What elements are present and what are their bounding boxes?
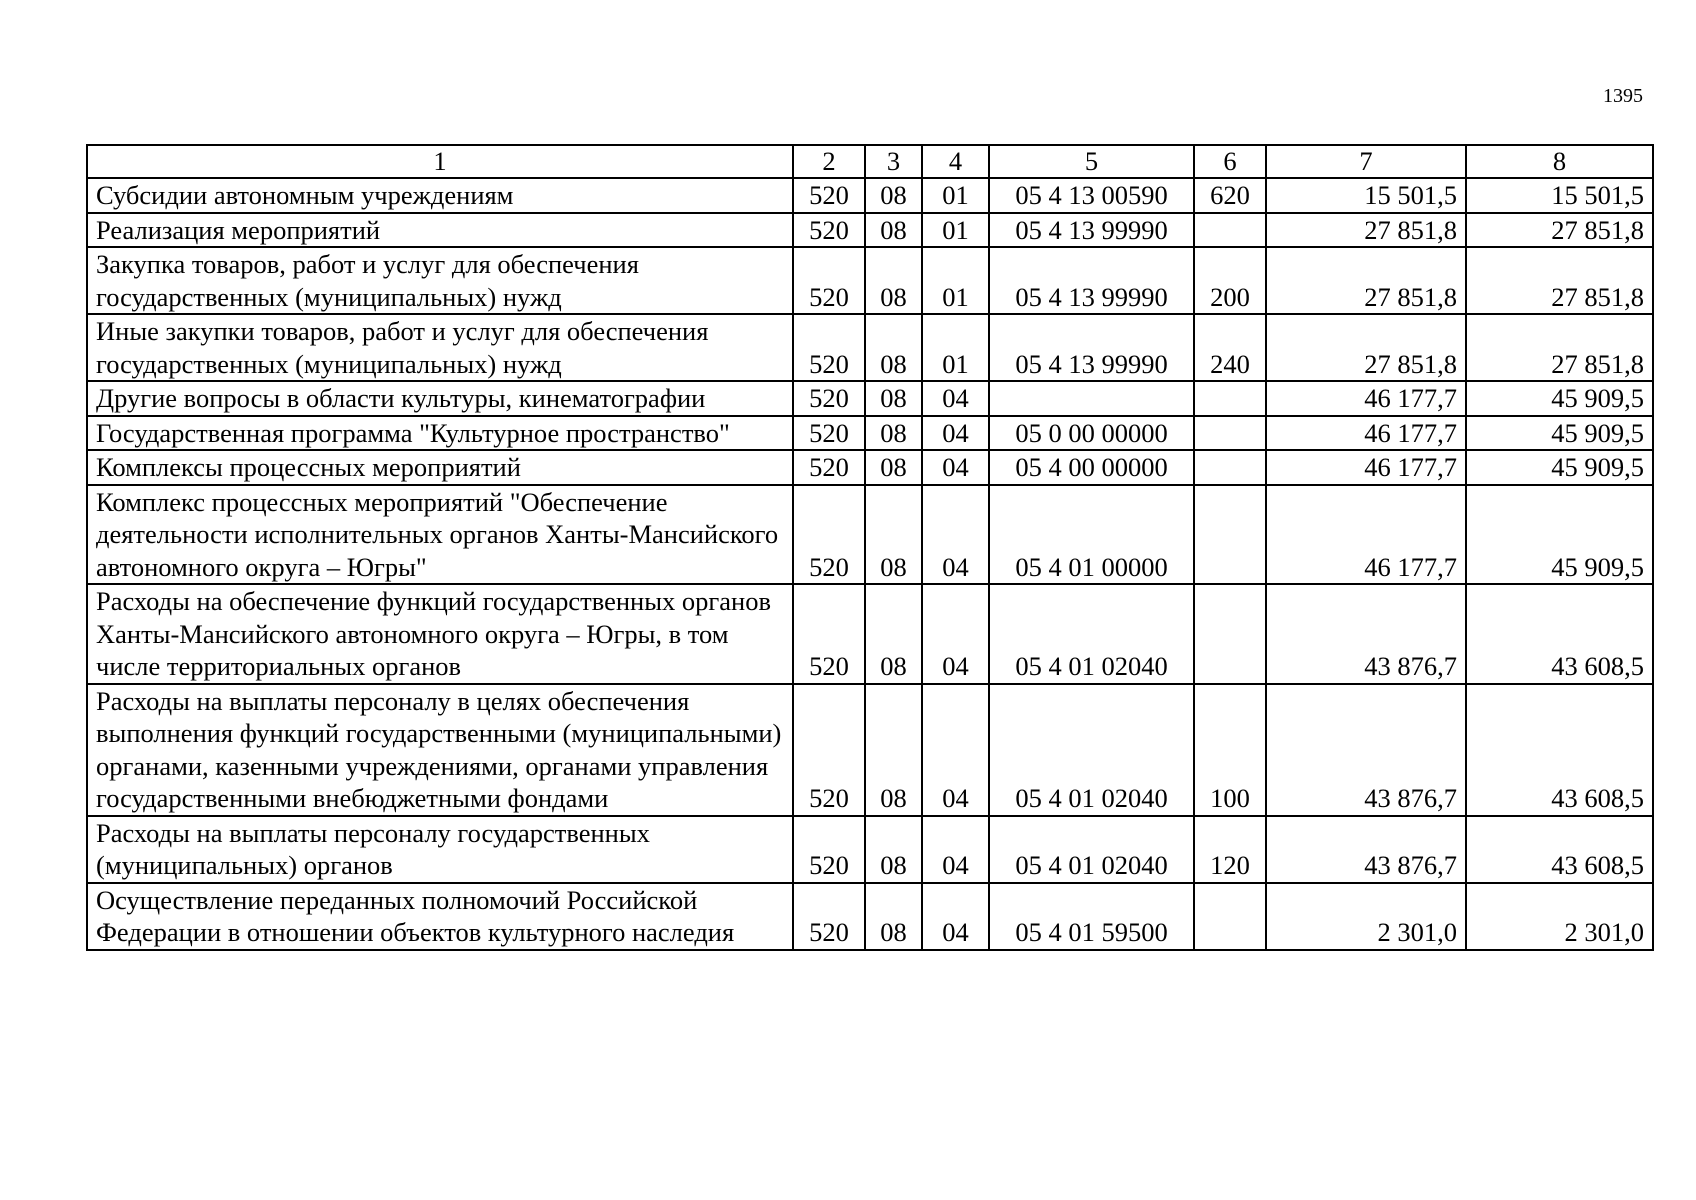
budget-table <box>86 144 1654 951</box>
table-header-row <box>87 145 1653 178</box>
cell-section: 08 <box>865 584 922 684</box>
cell-subsection: 01 <box>922 247 989 314</box>
cell-target-article: 05 4 01 02040 <box>989 584 1194 684</box>
header-cell: 7 <box>1266 145 1466 178</box>
row-name: Комплекс процессных мероприятий "Обеспечение деятельности исполнительных органов Ханты-Мансийского автономного округа – Югры" <box>87 485 793 585</box>
cell-expense-type: 200 <box>1194 247 1266 314</box>
cell-target-article: 05 4 01 02040 <box>989 684 1194 816</box>
header-cell: 8 <box>1466 145 1653 178</box>
cell-expense-type <box>1194 381 1266 416</box>
row-name: Другие вопросы в области культуры, кинематографии <box>87 381 793 416</box>
cell-target-article <box>989 381 1194 416</box>
cell-subsection: 01 <box>922 178 989 213</box>
header-cell: 2 <box>793 145 865 178</box>
cell-section: 08 <box>865 684 922 816</box>
table-row <box>87 883 1653 950</box>
cell-amount-2: 43 608,5 <box>1466 684 1653 816</box>
table-row <box>87 485 1653 585</box>
table-row <box>87 178 1653 213</box>
cell-admin-code: 520 <box>793 816 865 883</box>
cell-amount-1: 27 851,8 <box>1266 314 1466 381</box>
cell-amount-2: 43 608,5 <box>1466 584 1653 684</box>
row-name: Комплексы процессных мероприятий <box>87 450 793 485</box>
table-row <box>87 247 1653 314</box>
cell-amount-1: 27 851,8 <box>1266 213 1466 248</box>
cell-expense-type: 620 <box>1194 178 1266 213</box>
cell-amount-2: 45 909,5 <box>1466 416 1653 451</box>
cell-expense-type <box>1194 883 1266 950</box>
cell-section: 08 <box>865 485 922 585</box>
cell-admin-code: 520 <box>793 178 865 213</box>
row-name: Закупка товаров, работ и услуг для обеспечения государственных (муниципальных) нужд <box>87 247 793 314</box>
cell-admin-code: 520 <box>793 247 865 314</box>
row-name: Реализация мероприятий <box>87 213 793 248</box>
cell-amount-1: 43 876,7 <box>1266 816 1466 883</box>
cell-subsection: 04 <box>922 381 989 416</box>
cell-target-article: 05 4 13 99990 <box>989 314 1194 381</box>
cell-subsection: 04 <box>922 450 989 485</box>
cell-expense-type <box>1194 416 1266 451</box>
cell-section: 08 <box>865 816 922 883</box>
cell-admin-code: 520 <box>793 450 865 485</box>
cell-expense-type: 120 <box>1194 816 1266 883</box>
cell-subsection: 04 <box>922 584 989 684</box>
cell-target-article: 05 4 01 00000 <box>989 485 1194 585</box>
page-number: 1395 <box>1603 85 1643 107</box>
table-row <box>87 684 1653 816</box>
row-name: Расходы на выплаты персоналу государственных (муниципальных) органов <box>87 816 793 883</box>
cell-subsection: 04 <box>922 883 989 950</box>
row-name: Расходы на обеспечение функций государственных органов Ханты-Мансийского автономного округа – Югры, в том числе территориальных органов <box>87 584 793 684</box>
cell-expense-type <box>1194 213 1266 248</box>
cell-target-article: 05 4 13 99990 <box>989 247 1194 314</box>
cell-expense-type <box>1194 485 1266 585</box>
table-row <box>87 416 1653 451</box>
table-row <box>87 584 1653 684</box>
cell-amount-1: 46 177,7 <box>1266 381 1466 416</box>
cell-subsection: 04 <box>922 416 989 451</box>
cell-subsection: 04 <box>922 485 989 585</box>
cell-amount-2: 15 501,5 <box>1466 178 1653 213</box>
cell-expense-type <box>1194 584 1266 684</box>
cell-target-article: 05 4 00 00000 <box>989 450 1194 485</box>
cell-amount-1: 43 876,7 <box>1266 684 1466 816</box>
cell-amount-2: 2 301,0 <box>1466 883 1653 950</box>
cell-section: 08 <box>865 381 922 416</box>
cell-expense-type: 240 <box>1194 314 1266 381</box>
row-name: Субсидии автономным учреждениям <box>87 178 793 213</box>
cell-section: 08 <box>865 416 922 451</box>
cell-section: 08 <box>865 450 922 485</box>
cell-amount-1: 43 876,7 <box>1266 584 1466 684</box>
cell-amount-1: 2 301,0 <box>1266 883 1466 950</box>
cell-target-article: 05 4 01 59500 <box>989 883 1194 950</box>
cell-amount-2: 45 909,5 <box>1466 485 1653 585</box>
table-row <box>87 450 1653 485</box>
table-row <box>87 314 1653 381</box>
table-row <box>87 816 1653 883</box>
cell-admin-code: 520 <box>793 381 865 416</box>
cell-admin-code: 520 <box>793 485 865 585</box>
cell-admin-code: 520 <box>793 684 865 816</box>
cell-expense-type <box>1194 450 1266 485</box>
cell-subsection: 04 <box>922 816 989 883</box>
cell-amount-2: 45 909,5 <box>1466 450 1653 485</box>
cell-target-article: 05 4 01 02040 <box>989 816 1194 883</box>
cell-section: 08 <box>865 883 922 950</box>
cell-target-article: 05 0 00 00000 <box>989 416 1194 451</box>
cell-section: 08 <box>865 314 922 381</box>
cell-amount-1: 27 851,8 <box>1266 247 1466 314</box>
row-name: Государственная программа "Культурное пространство" <box>87 416 793 451</box>
cell-section: 08 <box>865 247 922 314</box>
cell-amount-2: 27 851,8 <box>1466 213 1653 248</box>
cell-admin-code: 520 <box>793 416 865 451</box>
header-cell: 6 <box>1194 145 1266 178</box>
row-name: Иные закупки товаров, работ и услуг для обеспечения государственных (муниципальных) нужд <box>87 314 793 381</box>
header-cell: 5 <box>989 145 1194 178</box>
header-cell: 1 <box>87 145 793 178</box>
cell-subsection: 01 <box>922 213 989 248</box>
cell-amount-2: 43 608,5 <box>1466 816 1653 883</box>
header-cell: 4 <box>922 145 989 178</box>
row-name: Осуществление переданных полномочий Российской Федерации в отношении объектов культурного наследия <box>87 883 793 950</box>
cell-section: 08 <box>865 178 922 213</box>
table-row <box>87 213 1653 248</box>
cell-admin-code: 520 <box>793 314 865 381</box>
row-name: Расходы на выплаты персоналу в целях обеспечения выполнения функций государственными (муниципальными) органами, казенными учреждениями, органами управления государственными внебюджетными фондами <box>87 684 793 816</box>
cell-subsection: 01 <box>922 314 989 381</box>
cell-amount-1: 46 177,7 <box>1266 450 1466 485</box>
cell-amount-2: 45 909,5 <box>1466 381 1653 416</box>
cell-amount-2: 27 851,8 <box>1466 247 1653 314</box>
cell-admin-code: 520 <box>793 883 865 950</box>
cell-amount-1: 15 501,5 <box>1266 178 1466 213</box>
cell-section: 08 <box>865 213 922 248</box>
cell-amount-2: 27 851,8 <box>1466 314 1653 381</box>
cell-amount-1: 46 177,7 <box>1266 485 1466 585</box>
cell-subsection: 04 <box>922 684 989 816</box>
cell-amount-1: 46 177,7 <box>1266 416 1466 451</box>
cell-target-article: 05 4 13 00590 <box>989 178 1194 213</box>
cell-target-article: 05 4 13 99990 <box>989 213 1194 248</box>
header-cell: 3 <box>865 145 922 178</box>
table-row <box>87 381 1653 416</box>
cell-expense-type: 100 <box>1194 684 1266 816</box>
cell-admin-code: 520 <box>793 213 865 248</box>
cell-admin-code: 520 <box>793 584 865 684</box>
